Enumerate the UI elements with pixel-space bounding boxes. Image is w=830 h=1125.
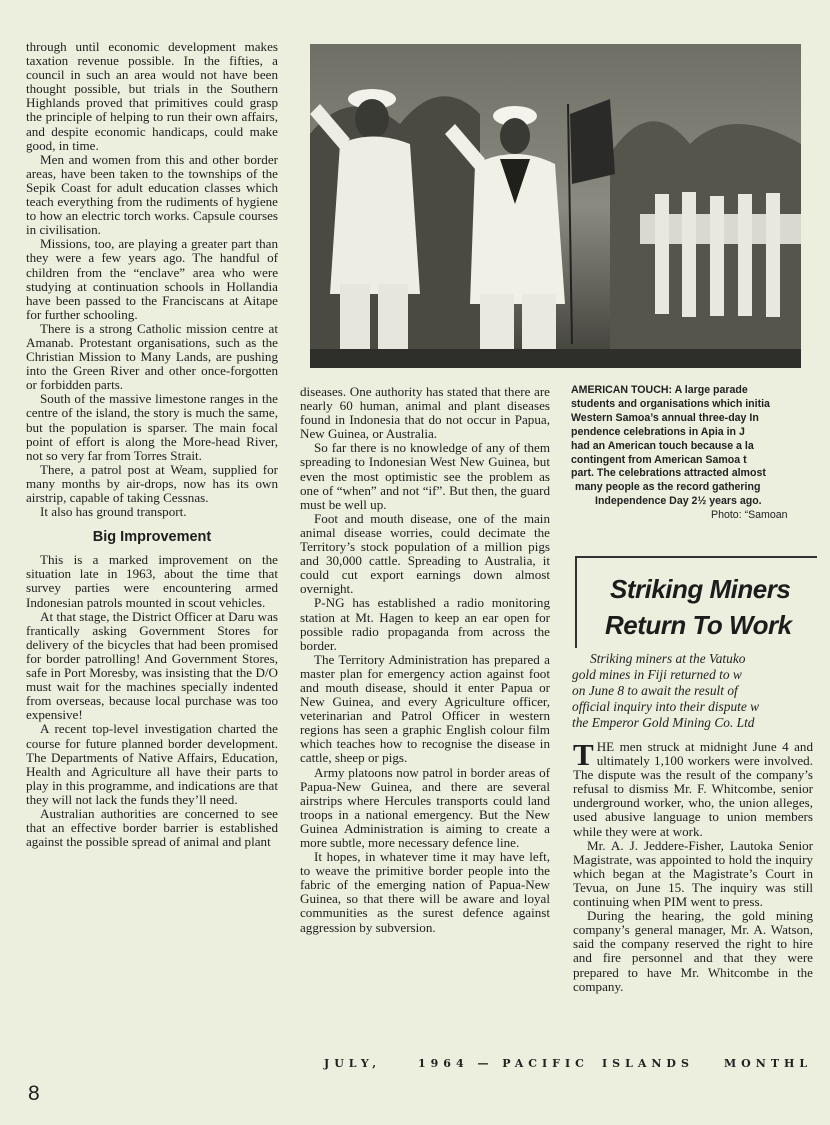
paragraph xyxy=(573,737,813,839)
caption-line: many people as the record gathering xyxy=(575,481,761,494)
sidebar-story-body xyxy=(573,737,813,994)
paragraph: Missions, too, are playing a greater part than they were a few years ago. The handful of children from the “enclave” area who were studying at continuation schools in Hollandia have been passed to the Franciscans at Aitape for further schooling. xyxy=(26,236,278,322)
footer-monthly: MONTHL xyxy=(724,1057,813,1070)
standfirst-line: official inquiry into their dispute w xyxy=(572,699,760,714)
parade-photo xyxy=(310,44,801,368)
caption-line: students and organisations which initia xyxy=(571,397,770,410)
paragraph: diseases. One authority has stated that there are nearly 60 human, animal and plant diseases found in Indonesia that do not occur in Papua, New Guinea, or Australia. xyxy=(300,384,550,442)
paragraph: At that stage, the District Officer at Daru was frantically asking Government Stores for delivery of the bicycles that had been promised for border patrolling! And Government Stores, safe in Port Moresby, was insisting that the D/O must wait for the machines specially indented from overseas, because local purchase was too expensive! xyxy=(26,608,278,723)
paragraph: There, a patrol post at Weam, supplied for many months by air-drops, now has its own airstrip, capable of taking Cessnas. xyxy=(26,461,278,505)
caption-line: part. The celebrations attracted almost xyxy=(571,467,766,480)
paragraph: The Territory Administration has prepared a master plan for emergency action against foot and mouth disease, should it enter Papua or New Guinea, and every Agriculture officer, veterinarian and Patrol Officer in western regions has seen a graphic English colour film which teaches how to recognise the disease in cattle, sheep or pigs. xyxy=(300,651,550,766)
first-paragraph-text: HE men struck at midnight June 4 and ultimately 1,100 workers were involved. The dispute was the result of the company’s refusal to dismiss Mr. F. Whitcombe, senior underground worker, who, the union alleges, used abusive language to union members while they were at work. xyxy=(573,739,813,839)
paragraph: Men and women from this and other border areas, have been taken to the townships of the Sepik Coast for adult education classes which teach everything from the rudiments of hygiene to how an electric torch works. Capsule courses in civilisation. xyxy=(26,151,278,238)
photo-caption xyxy=(571,384,811,523)
article-middle-column xyxy=(300,385,550,935)
paragraph: It also has ground transport. xyxy=(40,504,187,520)
drop-cap: T xyxy=(573,737,594,772)
paragraph: through until economic development makes taxation revenue possible. In the fifties, a council in such an area would not have been thought possible, but trials in the Southern Highlands proved that primitives could grasp the principle of helping to run their own affairs, and despite economic handicaps, could make good, in time. xyxy=(26,39,278,153)
photo-credit: Photo: “Samoan xyxy=(711,509,788,522)
standfirst-line: on June 8 to await the result of xyxy=(572,683,738,698)
caption-line: pendence celebrations in Apia in J xyxy=(571,425,745,438)
paragraph: P-NG has established a radio monitoring station at Mt. Hagen to keep an ear open for possible radio propaganda from across the border. xyxy=(300,595,550,653)
caption-line: AMERICAN TOUCH: A large parade xyxy=(571,384,748,396)
caption-line: Western Samoa’s annual three-day In xyxy=(571,411,759,424)
headline-line: Return To Work xyxy=(605,610,792,640)
footer-islands: ISLANDS xyxy=(602,1057,694,1070)
paragraph: Foot and mouth disease, one of the main animal disease worries, could decimate the Territory’s stock population of a million pigs and 30,000 cattle. Spreading to Australia, it could cut export earnings down almost overnight. xyxy=(300,510,550,597)
footer-month: JULY, xyxy=(324,1057,382,1070)
paragraph: There is a strong Catholic mission centre at Amanab. Protestant organisations, such as the Christian Mission to Many Lands, are pushing into the Green River and other once-forgotten or forbidden parts. xyxy=(26,320,278,393)
headline-line: Striking Miners xyxy=(610,574,791,604)
paragraph: This is a marked improvement on the situation late in 1963, about the time that survey parties were encountering armed Indonesian patrols mounted in scout vehicles. xyxy=(26,552,278,610)
article-left-column xyxy=(26,40,278,849)
paragraph: Army platoons now patrol in border areas of Papua-New Guinea, and there are several airstrips where Hercules transports could land troops in a national emergency. But the New Guinea Administration is aiming to create a more subtle, more necessary defence line. xyxy=(300,764,550,850)
caption-line: Independence Day 2½ years ago. xyxy=(595,495,762,508)
page-number: 8 xyxy=(28,1082,40,1105)
standfirst-line: the Emperor Gold Mining Co. Ltd xyxy=(572,715,755,730)
parade-photo-illustration xyxy=(310,44,801,368)
caption-line: contingent from American Samoa t xyxy=(571,453,747,466)
subheading: Big Improvement xyxy=(92,529,212,546)
standfirst xyxy=(572,651,812,731)
paragraph: So far there is no knowledge of any of them spreading to Indonesian West New Guinea, but even the most optimistic see the problem as one of “when” and not “if”. But then, the guard must be well up. xyxy=(300,440,550,512)
paragraph: It hopes, in whatever time it may have left, to weave the primitive border people into the fabric of the emerging nation of Papua-New Guinea, so that there will be aware and loyal communities as the surest defence against aggression by subversion. xyxy=(300,849,550,935)
paragraph: Mr. A. J. Jeddere-Fisher, Lautoka Senior Magistrate, was appointed to hold the inquiry which began at the Magistrate’s Court in Tevua, on June 15. The inquiry was still continuing when PIM went to press. xyxy=(573,837,813,910)
caption-line: had an American touch because a la xyxy=(571,439,754,452)
paragraph: Australian authorities are concerned to see that an effective border barrier is established against the possible spread of animal and plant xyxy=(26,805,278,850)
footer-year-magazine: 1964 — PACIFIC xyxy=(418,1057,589,1070)
paragraph: During the hearing, the gold mining company’s general manager, Mr. A. Watson, said the company reserved the right to hire and fire personnel and that they were prepared to have Mr. Whitcombe in the company. xyxy=(573,908,813,994)
sidebar-headline xyxy=(590,571,830,643)
standfirst-line: gold mines in Fiji returned to w xyxy=(572,667,742,682)
paragraph: A recent top-level investigation charted the course for future planned border development. The Departments of Native Affairs, Education, Health and Agriculture all have their parts to play in this programme, and indications are that they will not lack the funds they’ll need. xyxy=(26,721,278,807)
paragraph: South of the massive limestone ranges in the centre of the island, the story is much the same, but the population is sparser. The main focal point of effort is along the More-head River, not so very far from Torres Strait. xyxy=(26,391,278,463)
standfirst-line: Striking miners at the Vatuko xyxy=(590,651,746,666)
